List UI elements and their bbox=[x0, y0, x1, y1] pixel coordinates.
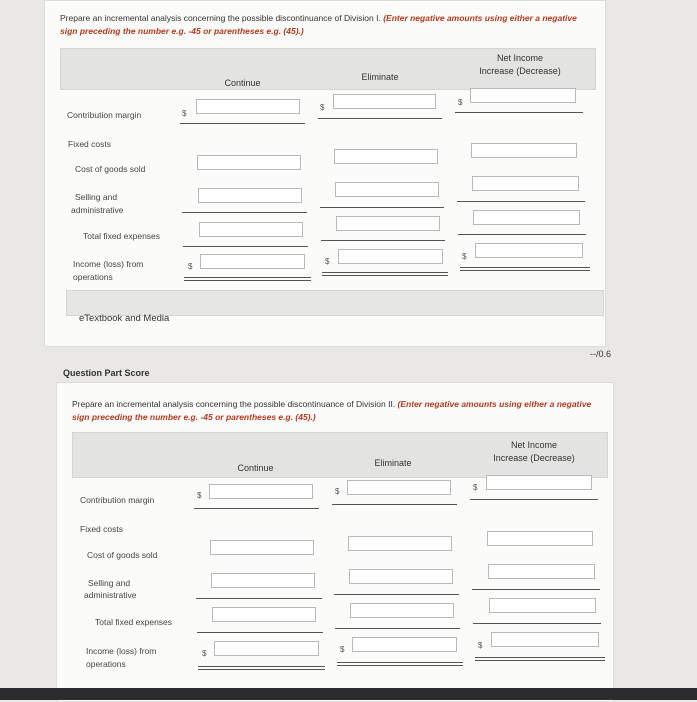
division2-total-fixed-continue-input[interactable] bbox=[212, 607, 316, 622]
division1-cogs-eliminate-input[interactable] bbox=[334, 149, 438, 164]
division1-double-underline bbox=[184, 277, 311, 278]
etextbook-link[interactable]: eTextbook and Media bbox=[79, 313, 170, 324]
division2-selling-continue-input[interactable] bbox=[211, 573, 315, 588]
division2-label-contribution-margin: Contribution margin bbox=[80, 495, 155, 505]
division1-label-selling-1: Selling and bbox=[75, 192, 118, 202]
division1-cm-eliminate-input[interactable] bbox=[333, 94, 436, 109]
division2-underline bbox=[197, 632, 323, 633]
division2-underline bbox=[334, 594, 459, 595]
division2-double-underline bbox=[475, 660, 605, 661]
division2-col-continue: Continue bbox=[237, 463, 274, 473]
division1-total-fixed-eliminate-input[interactable] bbox=[336, 216, 440, 231]
division2-double-underline bbox=[198, 666, 325, 667]
division2-income-continue-input[interactable] bbox=[214, 641, 319, 656]
division2-col-eliminate: Eliminate bbox=[374, 458, 412, 468]
division2-cm-continue-input[interactable] bbox=[209, 484, 313, 499]
division2-label-income-1: Income (loss) from bbox=[86, 646, 157, 656]
division1-double-underline bbox=[184, 280, 311, 281]
division1-total-fixed-continue-input[interactable] bbox=[199, 222, 303, 237]
screen-bottom-edge bbox=[0, 688, 697, 700]
division1-dollar-cm-continue: $ bbox=[182, 109, 187, 118]
division1-cogs-continue-input[interactable] bbox=[197, 155, 301, 170]
division2-underline bbox=[473, 623, 601, 624]
division2-cogs-eliminate-input[interactable] bbox=[348, 536, 452, 551]
question-part-score-points: --/0.6 bbox=[590, 349, 612, 359]
division1-label-income-1: Income (loss) from bbox=[73, 259, 144, 269]
division1-underline bbox=[180, 123, 305, 124]
division1-label-selling-2: administrative bbox=[71, 205, 124, 215]
division1-double-underline bbox=[460, 270, 590, 271]
division2-dollar-cm-continue: $ bbox=[197, 491, 202, 500]
division2-cm-eliminate-input[interactable] bbox=[347, 480, 451, 495]
division1-label-total-fixed: Total fixed expenses bbox=[83, 231, 161, 241]
division1-underline bbox=[321, 240, 445, 241]
division2-dollar-cm-net: $ bbox=[473, 483, 478, 492]
division1-cm-net-input[interactable] bbox=[470, 88, 576, 103]
division1-selling-eliminate-input[interactable] bbox=[335, 182, 439, 197]
division1-dollar-cm-eliminate: $ bbox=[320, 103, 325, 112]
division2-label-income-2: operations bbox=[86, 659, 126, 669]
division2-underline bbox=[470, 499, 598, 500]
division2-label-fixed-costs: Fixed costs bbox=[80, 524, 123, 534]
division1-underline bbox=[455, 112, 583, 113]
division1-instruction: Prepare an incremental analysis concerning the possible discontinuance of Division I. (Enter negative amounts using either a negative sign preceding the number e.g. -45 or parentheses e.g. (45).) bbox=[60, 13, 577, 36]
division2-dollar-income-eliminate: $ bbox=[340, 645, 345, 654]
division1-cm-continue-input[interactable] bbox=[196, 99, 300, 114]
division2-income-eliminate-input[interactable] bbox=[352, 637, 457, 652]
division2-underline bbox=[194, 508, 319, 509]
division2-instruction: Prepare an incremental analysis concerning the possible discontinuance of Division II. (Enter negative amounts using either a negative sign preceding the number e.g. -45 or parentheses e.g. (45).) bbox=[72, 399, 592, 422]
division1-selling-net-input[interactable] bbox=[472, 176, 579, 191]
division2-double-underline bbox=[337, 665, 463, 666]
division1-double-underline bbox=[460, 267, 590, 268]
division2-label-selling-1: Selling and bbox=[88, 578, 131, 588]
division2-instruction-note: (Enter negative amounts using either a negative sign preceding the number e.g. -45 or parentheses e.g. (45).) bbox=[72, 399, 592, 422]
division2-underline bbox=[196, 598, 322, 599]
division2-selling-net-input[interactable] bbox=[488, 564, 595, 579]
division2-double-underline bbox=[337, 662, 463, 663]
division2-col-net-2: Increase (Decrease) bbox=[493, 453, 575, 463]
division1-income-continue-input[interactable] bbox=[200, 254, 305, 269]
division2-income-net-input[interactable] bbox=[491, 632, 599, 647]
division1-underline bbox=[457, 201, 585, 202]
division1-dollar-income-net: $ bbox=[462, 252, 467, 261]
division2-underline bbox=[332, 504, 457, 505]
division1-total-fixed-net-input[interactable] bbox=[473, 210, 580, 225]
division2-double-underline bbox=[475, 657, 605, 658]
division2-cm-net-input[interactable] bbox=[486, 475, 592, 490]
division1-cogs-net-input[interactable] bbox=[471, 143, 577, 158]
division2-label-selling-2: administrative bbox=[84, 590, 137, 600]
division2-underline bbox=[335, 628, 460, 629]
division1-income-net-input[interactable] bbox=[475, 243, 583, 258]
division1-underline bbox=[458, 234, 586, 235]
division2-selling-eliminate-input[interactable] bbox=[349, 569, 453, 584]
division1-label-income-2: operations bbox=[73, 272, 113, 282]
division2-label-total-fixed: Total fixed expenses bbox=[95, 617, 173, 627]
division1-label-fixed-costs: Fixed costs bbox=[68, 139, 111, 149]
division1-underline bbox=[318, 118, 442, 119]
division2-dollar-cm-eliminate: $ bbox=[335, 487, 340, 496]
division1-instruction-note: (Enter negative amounts using either a negative sign preceding the number e.g. -45 or parentheses e.g. (45).) bbox=[60, 13, 577, 36]
division1-dollar-income-eliminate: $ bbox=[325, 257, 330, 266]
division1-label-cogs: Cost of goods sold bbox=[75, 164, 146, 174]
division2-cogs-net-input[interactable] bbox=[487, 531, 593, 546]
division1-double-underline bbox=[322, 272, 448, 273]
division2-total-fixed-eliminate-input[interactable] bbox=[350, 603, 454, 618]
division1-double-underline bbox=[322, 275, 448, 276]
division2-cogs-continue-input[interactable] bbox=[210, 540, 314, 555]
division2-col-net-1: Net Income bbox=[510, 440, 558, 450]
division1-dollar-income-continue: $ bbox=[188, 262, 193, 271]
division1-dollar-cm-net: $ bbox=[458, 98, 463, 107]
division2-dollar-income-net: $ bbox=[478, 641, 483, 650]
division1-label-contribution-margin: Contribution margin bbox=[67, 110, 142, 120]
division1-col-net-2: Increase (Decrease) bbox=[479, 66, 561, 76]
division2-double-underline bbox=[198, 669, 325, 670]
division2-underline bbox=[472, 589, 600, 590]
division1-selling-continue-input[interactable] bbox=[198, 188, 302, 203]
question-part-score-label: Question Part Score bbox=[63, 368, 150, 378]
division1-underline bbox=[183, 246, 308, 247]
division1-col-net-1: Net Income bbox=[496, 53, 544, 63]
division1-col-eliminate: Eliminate bbox=[361, 72, 399, 82]
division1-income-eliminate-input[interactable] bbox=[338, 249, 443, 264]
division1-underline bbox=[182, 212, 307, 213]
division2-label-cogs: Cost of goods sold bbox=[87, 550, 158, 560]
division2-total-fixed-net-input[interactable] bbox=[489, 598, 596, 613]
division1-underline bbox=[320, 207, 444, 208]
division1-col-continue: Continue bbox=[224, 78, 261, 88]
division2-dollar-income-continue: $ bbox=[202, 649, 207, 658]
